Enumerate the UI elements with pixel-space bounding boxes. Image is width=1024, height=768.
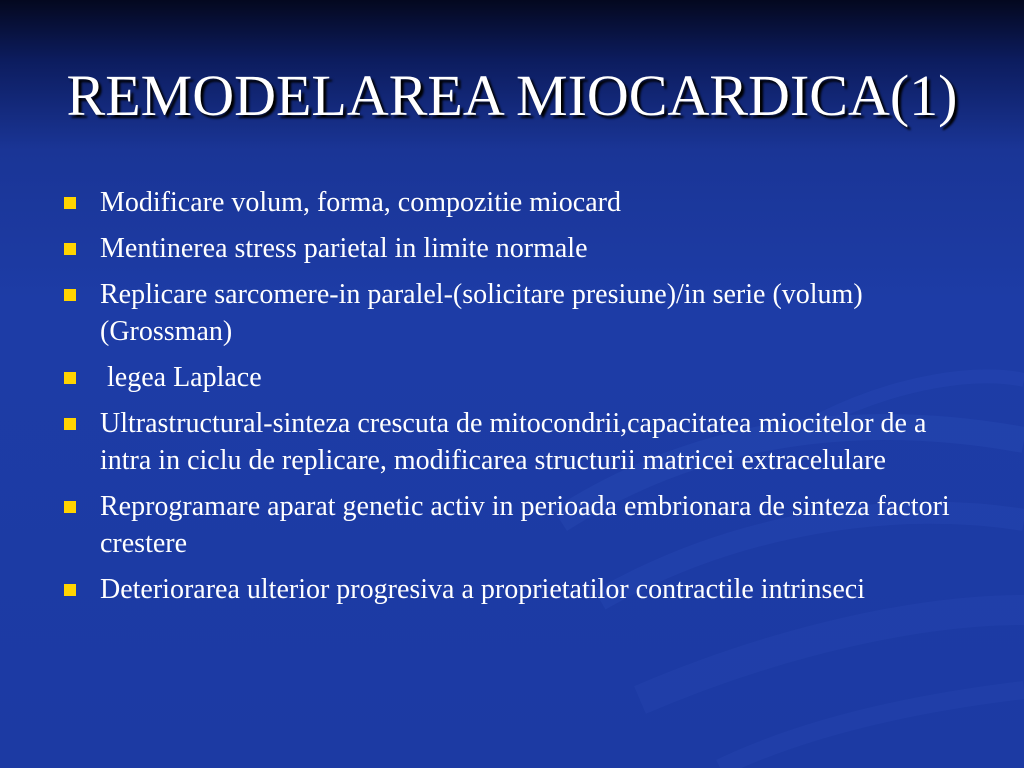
- bullet-text: legea Laplace: [100, 362, 262, 393]
- list-item: [62, 488, 962, 562]
- square-bullet-icon: [64, 372, 76, 384]
- bullet-text: Deteriorarea ulterior progresiva a proprietatilor contractile intrinseci: [100, 574, 865, 605]
- list-item: [62, 405, 962, 479]
- square-bullet-icon: [64, 289, 76, 301]
- square-bullet-icon: [64, 584, 76, 596]
- bullet-text: Mentinerea stress parietal in limite normale: [100, 233, 588, 264]
- square-bullet-icon: [64, 197, 76, 209]
- bullet-list: [62, 184, 962, 617]
- bullet-text: Modificare volum, forma, compozitie miocard: [100, 187, 621, 218]
- list-item: [62, 184, 962, 221]
- square-bullet-icon: [64, 243, 76, 255]
- square-bullet-icon: [64, 418, 76, 430]
- bullet-text: Reprogramare aparat genetic activ in perioada embrionara de sinteza factori crestere: [100, 491, 950, 559]
- square-bullet-icon: [64, 501, 76, 513]
- slide-title: REMODELAREA MIOCARDICA(1): [66, 63, 958, 128]
- list-item: [62, 276, 962, 350]
- bullet-text: Ultrastructural-sinteza crescuta de mitocondrii,capacitatea miocitelor de a intra in ciclu de replicare, modificarea structurii matricei extracelulare: [100, 408, 927, 476]
- bullet-text: Replicare sarcomere-in paralel-(solicitare presiune)/in serie (volum)(Grossman): [100, 279, 863, 347]
- list-item: [62, 230, 962, 267]
- list-item: [62, 571, 962, 608]
- list-item: [62, 359, 962, 396]
